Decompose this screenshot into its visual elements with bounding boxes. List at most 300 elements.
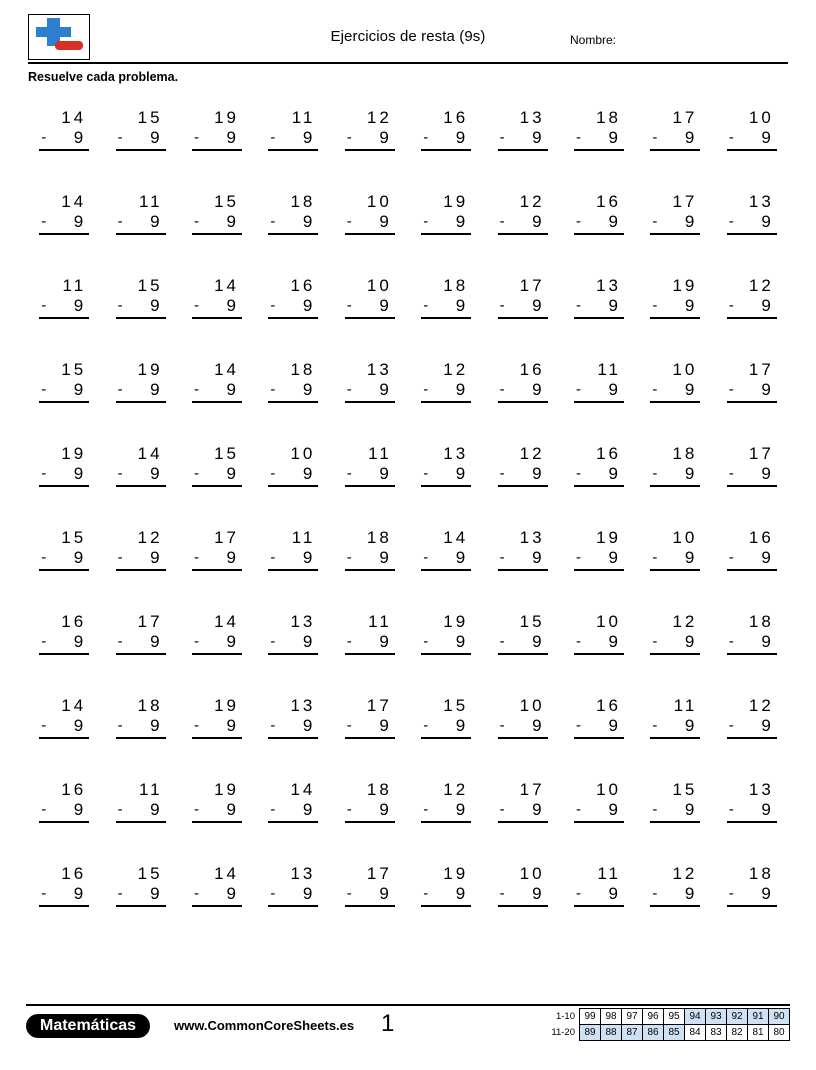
minuend: 13 — [290, 864, 316, 883]
problem-body — [116, 780, 166, 823]
minus-operator: - — [117, 297, 123, 314]
minus-operator: - — [270, 129, 276, 146]
subtraction-problem — [561, 682, 637, 766]
minus-operator: - — [346, 549, 352, 566]
subtrahend-row — [498, 548, 548, 571]
problem-body — [421, 444, 471, 487]
subtraction-problem — [561, 430, 637, 514]
minuend: 18 — [366, 528, 392, 547]
subtrahend-value: 9 — [150, 128, 163, 147]
subtraction-problem — [179, 346, 255, 430]
subtrahend-value: 9 — [379, 716, 392, 735]
subtrahend-value: 9 — [302, 716, 316, 735]
subtrahend-value: 9 — [455, 632, 469, 651]
problem-body — [650, 276, 700, 319]
minuend: 15 — [443, 696, 469, 715]
minus-operator: - — [193, 885, 199, 902]
subtrahend-value: 9 — [379, 380, 392, 399]
minuend: 15 — [137, 276, 163, 295]
answer-key-cell: 90 — [769, 1009, 790, 1025]
problem-body — [268, 444, 318, 487]
minus-operator: - — [270, 213, 276, 230]
minuend: 12 — [137, 528, 163, 547]
minus-operator: - — [423, 129, 429, 146]
problem-body — [345, 360, 395, 403]
minuend: 17 — [366, 696, 392, 715]
subtraction-problem — [637, 178, 713, 262]
minus-operator: - — [499, 297, 505, 314]
subtraction-problem — [408, 850, 484, 934]
subtrahend-value: 9 — [379, 464, 392, 483]
subtrahend-row — [192, 380, 242, 403]
minuend: 11 — [673, 696, 698, 715]
minuend: 10 — [366, 192, 392, 211]
minus-operator: - — [41, 801, 47, 818]
subtraction-problem — [714, 850, 790, 934]
subtrahend-value: 9 — [226, 632, 239, 651]
subtraction-problem — [561, 346, 637, 430]
subtrahend-row — [116, 632, 166, 655]
subtraction-problem — [26, 430, 102, 514]
subtraction-problem — [179, 766, 255, 850]
minuend: 11 — [368, 444, 392, 463]
minuend: 12 — [519, 444, 545, 463]
problem-body — [421, 108, 471, 151]
subtrahend-value: 9 — [684, 884, 698, 903]
subtraction-problem — [484, 262, 560, 346]
minuend: 10 — [519, 696, 545, 715]
subtraction-problem — [26, 850, 102, 934]
subtrahend-value: 9 — [761, 884, 774, 903]
problem-body — [421, 360, 471, 403]
problem-body — [116, 864, 166, 907]
minuend: 15 — [61, 528, 87, 547]
subtrahend-value: 9 — [761, 548, 774, 567]
minus-operator: - — [193, 717, 199, 734]
subtraction-problem — [26, 178, 102, 262]
subtrahend-row — [192, 884, 242, 907]
minuend: 17 — [519, 276, 545, 295]
answer-key-cell: 85 — [664, 1025, 685, 1041]
answer-key-cell: 98 — [601, 1009, 622, 1025]
subtrahend-row — [268, 212, 318, 235]
subtraction-problem — [484, 178, 560, 262]
subtrahend-value: 9 — [608, 800, 621, 819]
minuend: 14 — [290, 780, 316, 799]
subtrahend-row — [116, 884, 166, 907]
problem-body — [498, 696, 548, 739]
subtrahend-row — [574, 464, 624, 487]
problem-body — [727, 192, 777, 235]
minuend: 19 — [214, 108, 239, 127]
minus-operator: - — [575, 381, 581, 398]
answer-key-cell: 96 — [643, 1009, 664, 1025]
minuend: 16 — [61, 864, 87, 883]
subtraction-problem — [714, 766, 790, 850]
minuend: 19 — [596, 528, 621, 547]
subtrahend-value: 9 — [608, 716, 621, 735]
subtraction-problem — [102, 262, 178, 346]
subtraction-problem — [255, 682, 331, 766]
subtrahend-row — [192, 548, 242, 571]
problem-body — [116, 276, 166, 319]
minuend: 18 — [596, 108, 621, 127]
subtraction-problem — [408, 682, 484, 766]
minuend: 17 — [137, 612, 163, 631]
subtraction-problem — [714, 262, 790, 346]
minus-operator: - — [346, 381, 352, 398]
minus-operator: - — [346, 885, 352, 902]
minus-operator: - — [117, 801, 123, 818]
subtrahend-row — [39, 212, 89, 235]
subtrahend-value: 9 — [455, 716, 469, 735]
minuend: 19 — [672, 276, 698, 295]
subtrahend-row — [727, 884, 777, 907]
minuend: 16 — [748, 528, 774, 547]
problem-body — [192, 696, 242, 739]
subtrahend-value: 9 — [761, 800, 774, 819]
minus-operator: - — [117, 129, 123, 146]
answer-key-row — [541, 1009, 790, 1025]
minus-operator: - — [652, 381, 658, 398]
subtrahend-row — [421, 296, 471, 319]
problem-body — [345, 780, 395, 823]
problem-body — [727, 108, 777, 151]
subtraction-problem — [26, 682, 102, 766]
subtraction-problem — [637, 430, 713, 514]
problem-body — [498, 192, 548, 235]
minuend: 17 — [366, 864, 392, 883]
problem-body — [345, 864, 395, 907]
website-url: www.CommonCoreSheets.es — [174, 1018, 355, 1033]
subtrahend-value: 9 — [379, 632, 392, 651]
subtraction-problem — [26, 766, 102, 850]
subtraction-problem — [102, 598, 178, 682]
subtrahend-row — [116, 716, 166, 739]
subtrahend-row — [268, 464, 318, 487]
minus-operator: - — [499, 465, 505, 482]
subtrahend-row — [727, 464, 777, 487]
minuend: 16 — [596, 444, 621, 463]
subtrahend-value: 9 — [226, 212, 239, 231]
subtraction-problem — [332, 430, 408, 514]
minuend: 12 — [672, 864, 698, 883]
subtrahend-row — [39, 800, 89, 823]
problem-body — [650, 528, 700, 571]
problem-body — [727, 696, 777, 739]
minuend: 14 — [61, 192, 87, 211]
subtraction-problem — [26, 94, 102, 178]
subtrahend-row — [650, 380, 700, 403]
subtrahend-row — [192, 800, 242, 823]
subtrahend-value: 9 — [73, 380, 87, 399]
subtraction-problem — [637, 766, 713, 850]
problem-body — [116, 108, 166, 151]
minus-operator: - — [41, 129, 47, 146]
subtrahend-row — [574, 632, 624, 655]
subtraction-problem — [332, 94, 408, 178]
subtrahend-value: 9 — [379, 128, 392, 147]
subtraction-problem — [714, 430, 790, 514]
subtrahend-row — [421, 716, 471, 739]
minus-operator: - — [499, 213, 505, 230]
problem-body — [498, 612, 548, 655]
subtrahend-value: 9 — [608, 632, 621, 651]
minus-operator: - — [270, 465, 276, 482]
problem-body — [116, 360, 166, 403]
minus-operator: - — [575, 129, 581, 146]
minus-operator: - — [575, 213, 581, 230]
answer-key-body — [541, 1009, 790, 1041]
subtrahend-row — [268, 800, 318, 823]
minuend: 11 — [138, 192, 163, 211]
answer-key-cell: 88 — [601, 1025, 622, 1041]
subtrahend-value: 9 — [608, 296, 621, 315]
minuend: 14 — [214, 276, 239, 295]
minus-operator: - — [41, 465, 47, 482]
subtraction-problem — [332, 346, 408, 430]
minuend: 15 — [672, 780, 698, 799]
minuend: 15 — [214, 192, 239, 211]
minuend: 11 — [291, 528, 316, 547]
minus-operator: - — [41, 885, 47, 902]
subtrahend-value: 9 — [379, 884, 392, 903]
problem-body — [498, 864, 548, 907]
subtrahend-row — [574, 128, 624, 151]
answer-key-table — [541, 1008, 790, 1041]
problem-body — [116, 696, 166, 739]
subtraction-problem — [637, 262, 713, 346]
minus-operator: - — [575, 297, 581, 314]
subtraction-problem — [332, 766, 408, 850]
subtraction-problem — [408, 766, 484, 850]
subtrahend-row — [421, 632, 471, 655]
subtrahend-value: 9 — [150, 548, 163, 567]
page-number: 1 — [381, 1010, 395, 1037]
minus-operator: - — [728, 381, 734, 398]
subtraction-problem — [332, 262, 408, 346]
minuend: 13 — [519, 528, 545, 547]
minus-operator: - — [575, 465, 581, 482]
subtraction-problem — [637, 598, 713, 682]
minuend: 18 — [137, 696, 163, 715]
problem-body — [39, 108, 89, 151]
problem-body — [498, 780, 548, 823]
subtrahend-value: 9 — [761, 296, 774, 315]
subtraction-problem — [255, 766, 331, 850]
subtrahend-row — [268, 716, 318, 739]
subtrahend-row — [650, 548, 700, 571]
answer-key-row-label: 11-20 — [551, 1027, 575, 1038]
subtraction-problem — [561, 598, 637, 682]
problem-body — [727, 360, 777, 403]
minus-operator: - — [270, 801, 276, 818]
subtraction-problem — [179, 598, 255, 682]
problem-body — [574, 444, 624, 487]
subtrahend-value: 9 — [226, 716, 239, 735]
page-title: Ejercicios de resta (9s) — [330, 28, 486, 45]
problem-body — [116, 192, 166, 235]
subtraction-problem — [484, 850, 560, 934]
minus-operator: - — [423, 717, 429, 734]
subtrahend-value: 9 — [302, 464, 316, 483]
problem-body — [421, 192, 471, 235]
subtrahend-value: 9 — [455, 800, 469, 819]
subtrahend-value: 9 — [226, 884, 239, 903]
subtrahend-row — [192, 296, 242, 319]
problem-body — [650, 864, 700, 907]
subtraction-problem — [408, 430, 484, 514]
minus-operator: - — [575, 549, 581, 566]
minus-operator: - — [499, 717, 505, 734]
problem-body — [116, 444, 166, 487]
minus-operator: - — [423, 633, 429, 650]
minus-operator: - — [423, 213, 429, 230]
problem-body — [345, 276, 395, 319]
minus-operator: - — [728, 633, 734, 650]
minuend: 16 — [443, 108, 469, 127]
subtraction-problem — [26, 514, 102, 598]
subtrahend-row — [116, 800, 166, 823]
subtrahend-row — [650, 128, 700, 151]
subtrahend-row — [421, 128, 471, 151]
problem-body — [498, 444, 548, 487]
subtrahend-value: 9 — [532, 884, 545, 903]
subtrahend-value: 9 — [379, 548, 392, 567]
subtraction-problem — [179, 682, 255, 766]
problem-body — [192, 528, 242, 571]
subtrahend-row — [192, 716, 242, 739]
subtrahend-row — [268, 548, 318, 571]
minuend: 19 — [61, 444, 87, 463]
minuend: 17 — [748, 360, 774, 379]
problem-body — [268, 864, 318, 907]
problem-body — [268, 108, 318, 151]
subtrahend-value: 9 — [226, 800, 239, 819]
minuend: 16 — [519, 360, 545, 379]
problem-body — [650, 780, 700, 823]
subtrahend-value: 9 — [379, 296, 392, 315]
subtrahend-row — [192, 632, 242, 655]
subtrahend-value: 9 — [226, 296, 239, 315]
subtrahend-value: 9 — [684, 128, 698, 147]
subtraction-problem — [255, 598, 331, 682]
subtraction-problem — [408, 262, 484, 346]
minuend: 13 — [290, 696, 316, 715]
minuend: 18 — [366, 780, 392, 799]
subtraction-problem — [408, 94, 484, 178]
subtrahend-row — [345, 380, 395, 403]
subtraction-problem — [408, 346, 484, 430]
minus-operator: - — [575, 717, 581, 734]
subtrahend-value: 9 — [150, 296, 163, 315]
subtraction-problem — [26, 262, 102, 346]
minus-operator: - — [423, 549, 429, 566]
minuend: 16 — [61, 780, 87, 799]
subtraction-problem — [102, 766, 178, 850]
minuend: 17 — [214, 528, 239, 547]
subtraction-problem — [561, 178, 637, 262]
subtraction-problem — [714, 178, 790, 262]
subtrahend-value: 9 — [761, 128, 774, 147]
problem-body — [268, 276, 318, 319]
minus-operator: - — [117, 633, 123, 650]
problem-body — [574, 360, 624, 403]
minuend: 10 — [596, 612, 621, 631]
minus-operator: - — [346, 717, 352, 734]
subtrahend-value: 9 — [455, 128, 469, 147]
minus-operator: - — [652, 297, 658, 314]
minus-operator: - — [41, 297, 47, 314]
subtrahend-row — [39, 296, 89, 319]
problem-body — [574, 780, 624, 823]
minus-operator: - — [423, 885, 429, 902]
minuend: 18 — [290, 192, 316, 211]
minuend: 17 — [519, 780, 545, 799]
subtrahend-value: 9 — [455, 464, 469, 483]
subtrahend-value: 9 — [532, 212, 545, 231]
subtraction-problem — [255, 178, 331, 262]
subtrahend-row — [268, 632, 318, 655]
subtrahend-value: 9 — [608, 380, 621, 399]
minus-operator: - — [499, 801, 505, 818]
problem-body — [498, 276, 548, 319]
minuend: 10 — [672, 528, 698, 547]
minuend: 19 — [214, 696, 239, 715]
minus-operator: - — [575, 885, 581, 902]
answer-key-cell: 80 — [769, 1025, 790, 1041]
subtrahend-value: 9 — [532, 296, 545, 315]
subtrahend-row — [650, 464, 700, 487]
subtraction-problem — [179, 514, 255, 598]
minuend: 16 — [290, 276, 316, 295]
minus-operator: - — [270, 633, 276, 650]
minuend: 12 — [672, 612, 698, 631]
minus-operator: - — [728, 801, 734, 818]
subtrahend-value: 9 — [73, 128, 87, 147]
subtrahend-row — [498, 632, 548, 655]
problem-body — [192, 192, 242, 235]
subtrahend-value: 9 — [455, 548, 469, 567]
minus-operator: - — [652, 213, 658, 230]
minuend: 14 — [214, 360, 239, 379]
subtrahend-value: 9 — [73, 464, 87, 483]
subtrahend-value: 9 — [761, 380, 774, 399]
minus-operator: - — [423, 465, 429, 482]
problem-body — [650, 192, 700, 235]
subtrahend-row — [39, 128, 89, 151]
subtrahend-row — [345, 884, 395, 907]
subtrahend-value: 9 — [226, 548, 239, 567]
subtrahend-row — [498, 464, 548, 487]
minus-operator: - — [499, 129, 505, 146]
subtrahend-row — [498, 212, 548, 235]
subtrahend-value: 9 — [226, 128, 239, 147]
subtraction-problem — [408, 514, 484, 598]
footer-divider — [26, 1004, 790, 1006]
subtrahend-row — [574, 212, 624, 235]
minus-operator: - — [728, 465, 734, 482]
minus-operator: - — [117, 213, 123, 230]
problem-body — [116, 528, 166, 571]
problem-body — [268, 528, 318, 571]
name-field-label: Nombre: — [569, 33, 616, 47]
subtrahend-value: 9 — [532, 800, 545, 819]
subtraction-problem — [255, 262, 331, 346]
minuend: 17 — [672, 108, 698, 127]
problem-body — [345, 444, 395, 487]
subtraction-problem — [332, 598, 408, 682]
